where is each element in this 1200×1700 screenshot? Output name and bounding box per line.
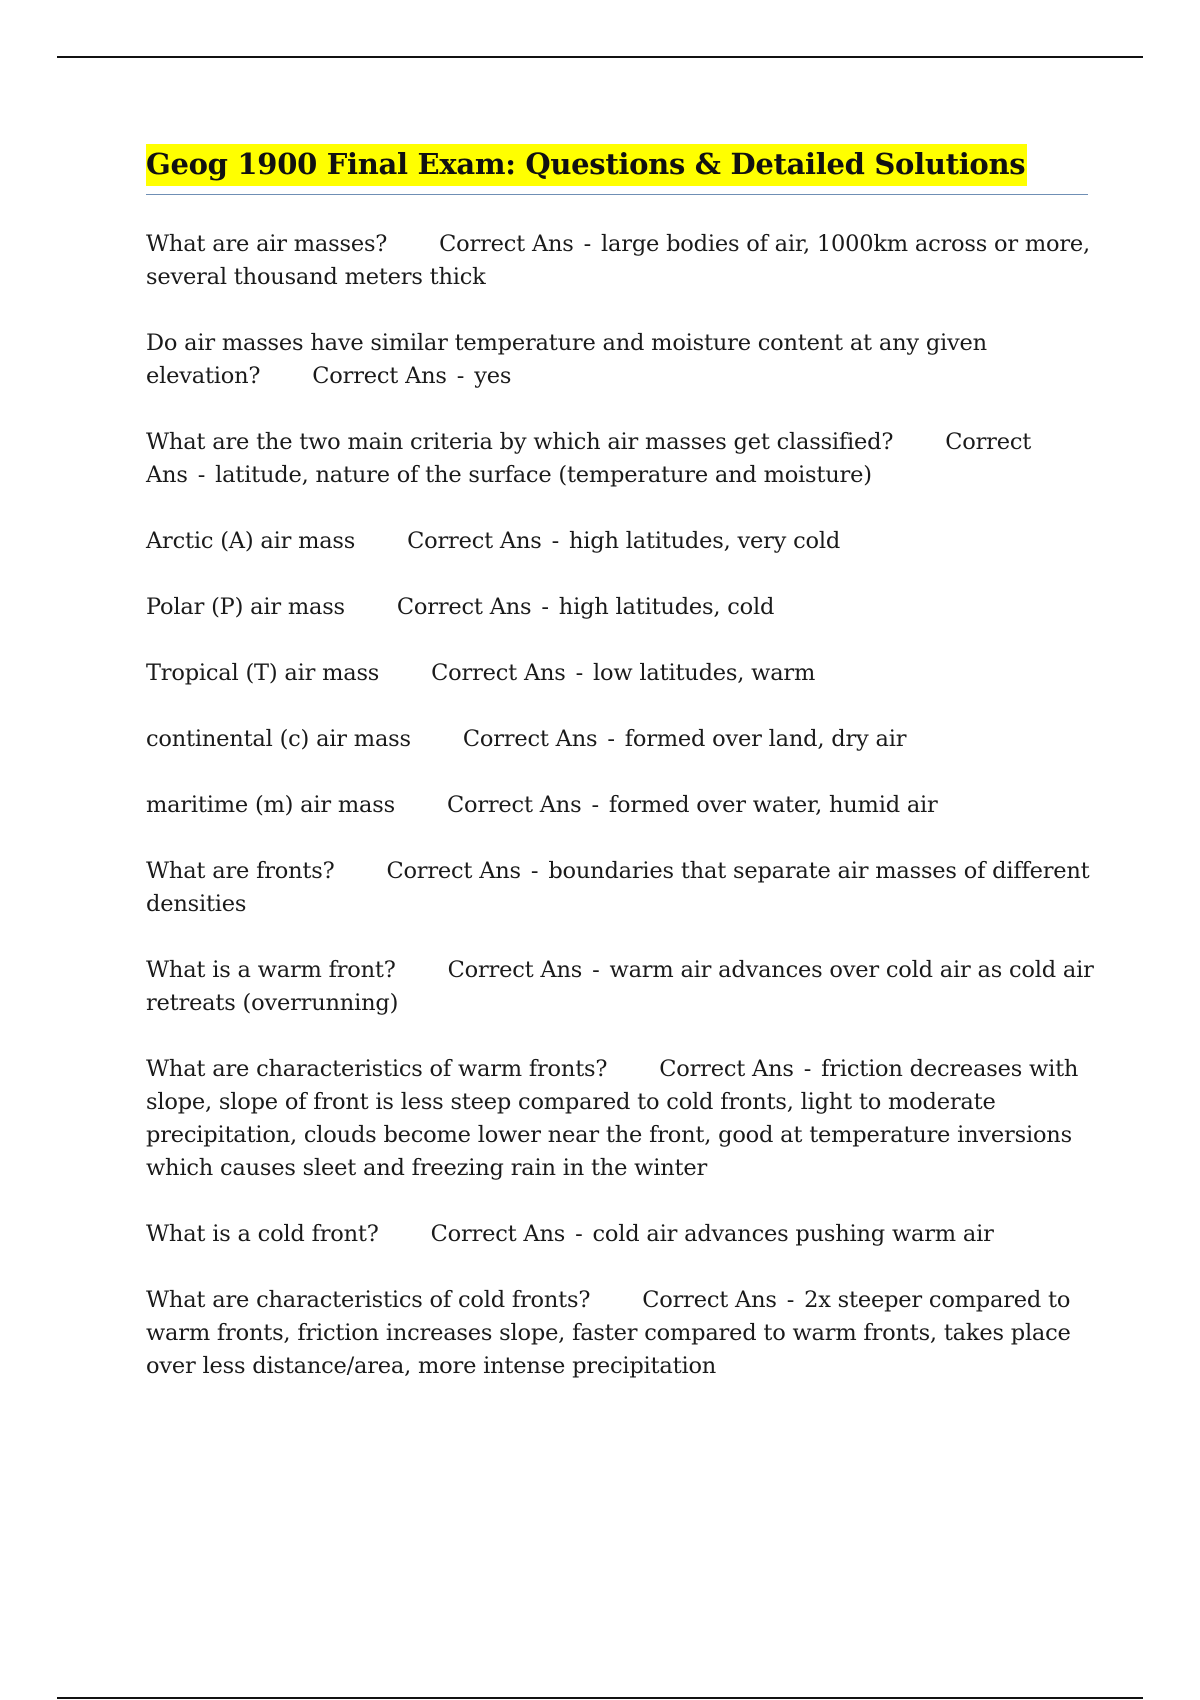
answer-text: large bodies of air, 1000km across or more, several thousand meters thick — [146, 231, 1090, 290]
answer-text: yes — [474, 363, 512, 389]
answer-label: Correct Ans — [312, 363, 447, 389]
qa-item: Do air masses have similar temperature and moisture content at any given elevation? Correct Ans - yes — [146, 330, 987, 389]
qa-item: What are characteristics of cold fronts? Correct Ans - 2x steeper compared to warm fronts, friction increases slope, faster compared to warm fronts, takes place over less distance/area, more intense precipitation — [146, 1287, 1071, 1379]
answer-label: Correct Ans — [462, 726, 598, 752]
answer-label: Correct Ans — [659, 1056, 794, 1082]
question-text: continental (c) air mass — [146, 726, 411, 752]
question-text: What is a warm front? — [146, 957, 396, 983]
answer-label: Correct Ans — [439, 231, 574, 257]
qa-item: Tropical (T) air mass Correct Ans - low latitudes, warm — [146, 660, 816, 686]
qa-item: Arctic (A) air mass Correct Ans - high latitudes, very cold — [146, 528, 841, 554]
document-title: Geog 1900 Final Exam: Questions & Detailed Solutions — [146, 144, 1027, 186]
answer-label: Correct Ans — [447, 957, 583, 983]
question-text: What is a cold front? — [146, 1221, 379, 1247]
question-text: What are fronts? — [146, 858, 335, 884]
answer-label: Correct Ans — [386, 858, 521, 884]
answer-text: cold air advances pushing warm air — [592, 1221, 994, 1247]
question-text: Do air masses have similar temperature and moisture content at any given elevation? — [146, 330, 987, 389]
question-text: What are characteristics of cold fronts? — [146, 1287, 591, 1313]
question-text: What are air masses? — [146, 231, 388, 257]
qa-item: Polar (P) air mass Correct Ans - high latitudes, cold — [146, 594, 775, 620]
qa-item: What is a cold front? Correct Ans - cold air advances pushing warm air — [146, 1221, 994, 1247]
qa-item: What is a warm front? Correct Ans - warm air advances over cold air as cold air retreats (overrunning) — [146, 957, 1094, 1016]
header-rule — [57, 56, 1143, 58]
answer-text: 2x steeper compared to warm fronts, friction increases slope, faster compared to warm fronts, takes place over less distance/area, more intense precipitation — [146, 1287, 1071, 1379]
answer-text: latitude, nature of the surface (temperature and moisture) — [215, 462, 872, 488]
answer-label: Correct Ans — [642, 1287, 777, 1313]
question-text: Tropical (T) air mass — [146, 660, 380, 686]
answer-text: formed over water, humid air — [608, 792, 938, 818]
title-block — [146, 144, 1088, 195]
answer-text: boundaries that separate air masses of different densities — [146, 858, 1090, 917]
answer-label: Correct Ans — [407, 528, 542, 554]
qa-item: What are the two main criteria by which air masses get classified? Correct Ans - latitude, nature of the surface (temperature and moisture) — [146, 429, 1032, 488]
answer-label: Correct Ans — [430, 1221, 566, 1247]
question-text: Arctic (A) air mass — [146, 528, 356, 554]
answer-label: Correct Ans — [431, 660, 566, 686]
answer-text: friction decreases with slope, slope of front is less steep compared to cold fronts, light to moderate precipitation, clouds become lower near the front, good at temperature inversions which causes sleet and freezing rain in the winter — [146, 1056, 1079, 1181]
question-text: What are the two main criteria by which air masses get classified? — [146, 429, 894, 455]
answer-text: warm air advances over cold air as cold air retreats (overrunning) — [146, 957, 1094, 1016]
qa-item: maritime (m) air mass Correct Ans - formed over water, humid air — [146, 792, 938, 818]
answer-text: high latitudes, very cold — [569, 528, 841, 554]
answer-text: high latitudes, cold — [558, 594, 775, 620]
answer-label: Correct Ans — [446, 792, 582, 818]
qa-item: continental (c) air mass Correct Ans - formed over land, dry air — [146, 726, 907, 752]
answer-text: low latitudes, warm — [593, 660, 816, 686]
qa-item: What are fronts? Correct Ans - boundaries that separate air masses of different densities — [146, 858, 1090, 917]
answer-label: Correct Ans — [396, 594, 532, 620]
footer-rule — [57, 1697, 1143, 1699]
question-text: What are characteristics of warm fronts? — [146, 1056, 608, 1082]
qa-item: What are characteristics of warm fronts? Correct Ans - friction decreases with slope, slope of front is less steep compared to cold fronts, light to moderate precipitation, clouds become lower near the front, good at temperature inversions which causes sleet and freezing rain in the winter — [146, 1056, 1079, 1181]
answer-label: Correct Ans — [146, 429, 1032, 488]
qa-item: What are air masses? Correct Ans - large bodies of air, 1000km across or more, several thousand meters thick — [146, 231, 1090, 290]
question-text: maritime (m) air mass — [146, 792, 395, 818]
question-text: Polar (P) air mass — [146, 594, 345, 620]
qa-list — [146, 228, 1096, 1416]
answer-text: formed over land, dry air — [624, 726, 907, 752]
